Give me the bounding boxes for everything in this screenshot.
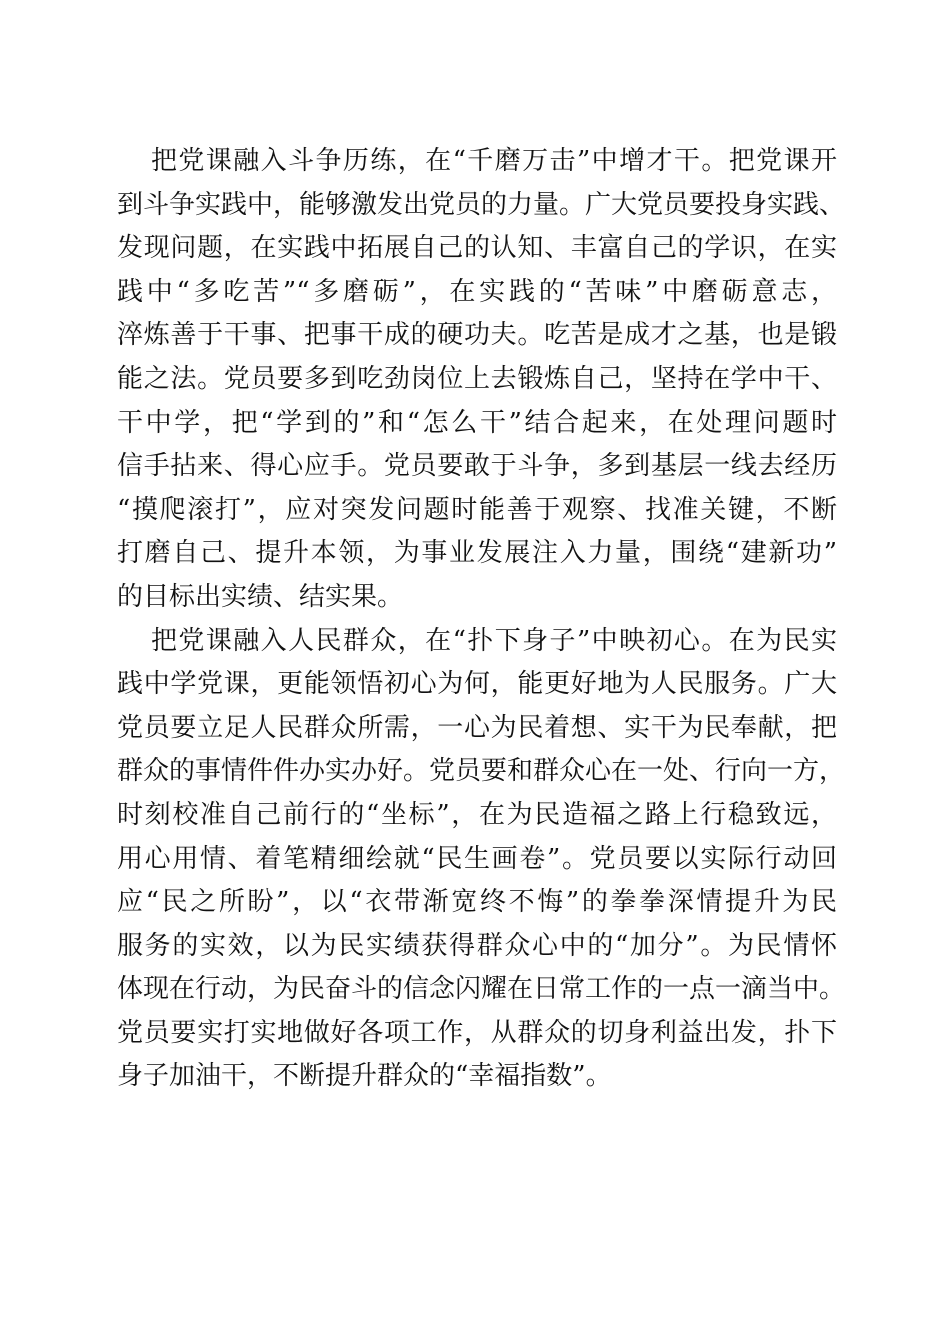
text-line: 淬炼善于干事、把事干成的硬功夫。吃苦是成才之基，也是锻 — [117, 320, 837, 351]
text-line: 应“民之所盼”，以“衣带渐宽终不悔”的拳拳深情提升为民 — [117, 887, 837, 918]
text-line: 践中学党课，更能领悟初心为何，能更好地为人民服务。广大 — [117, 669, 837, 700]
text-line: 群众的事情件件办实办好。党员要和群众心在一处、行向一方， — [117, 756, 846, 787]
text-line: 把党课融入人民群众，在“扑下身子”中映初心。在为民实 — [151, 625, 837, 656]
text-line: 的目标出实绩、结实果。 — [117, 581, 404, 612]
text-line: 党员要实打实地做好各项工作，从群众的切身利益出发，扑下 — [117, 1017, 837, 1048]
text-line: 信手拈来、得心应手。党员要敢于斗争，多到基层一线去经历 — [117, 451, 837, 482]
paragraph-2 — [117, 620, 846, 1100]
text-line: 能之法。党员要多到吃劲岗位上去锻炼自己，坚持在学中干、 — [117, 363, 837, 394]
text-line: 发现问题，在实践中拓展自己的认知、丰富自己的学识，在实 — [117, 233, 837, 264]
text-line: 时刻校准自己前行的“坐标”，在为民造福之路上行稳致远， — [117, 799, 837, 830]
text-line: 服务的实效，以为民实绩获得群众心中的“加分”。为民情怀 — [117, 930, 837, 961]
text-line: 用心用情、着笔精细绘就“民生画卷”。党员要以实际行动回 — [117, 843, 837, 874]
paragraph-1 — [117, 140, 846, 620]
text-line: 体现在行动，为民奋斗的信念闪耀在日常工作的一点一滴当中。 — [117, 974, 846, 1005]
text-line: 打磨自己、提升本领，为事业发展注入力量，围绕“建新功” — [117, 538, 837, 569]
text-line: 身子加油干，不断提升群众的“幸福指数”。 — [117, 1061, 612, 1092]
text-line: 把党课融入斗争历练，在“千磨万击”中增才干。把党课开 — [151, 146, 837, 176]
text-line: 践中“多吃苦”“多磨砺”，在实践的“苦味”中磨砺意志， — [117, 276, 837, 307]
text-line: “摸爬滚打”，应对突发问题时能善于观察、找准关键，不断 — [117, 494, 837, 525]
text-line: 党员要立足人民群众所需，一心为民着想、实干为民奉献，把 — [117, 712, 837, 743]
text-line: 干中学，把“学到的”和“怎么干”结合起来，在处理问题时 — [117, 407, 837, 438]
text-line: 到斗争实践中，能够激发出党员的力量。广大党员要投身实践、 — [117, 189, 846, 220]
document-body — [117, 140, 846, 1099]
